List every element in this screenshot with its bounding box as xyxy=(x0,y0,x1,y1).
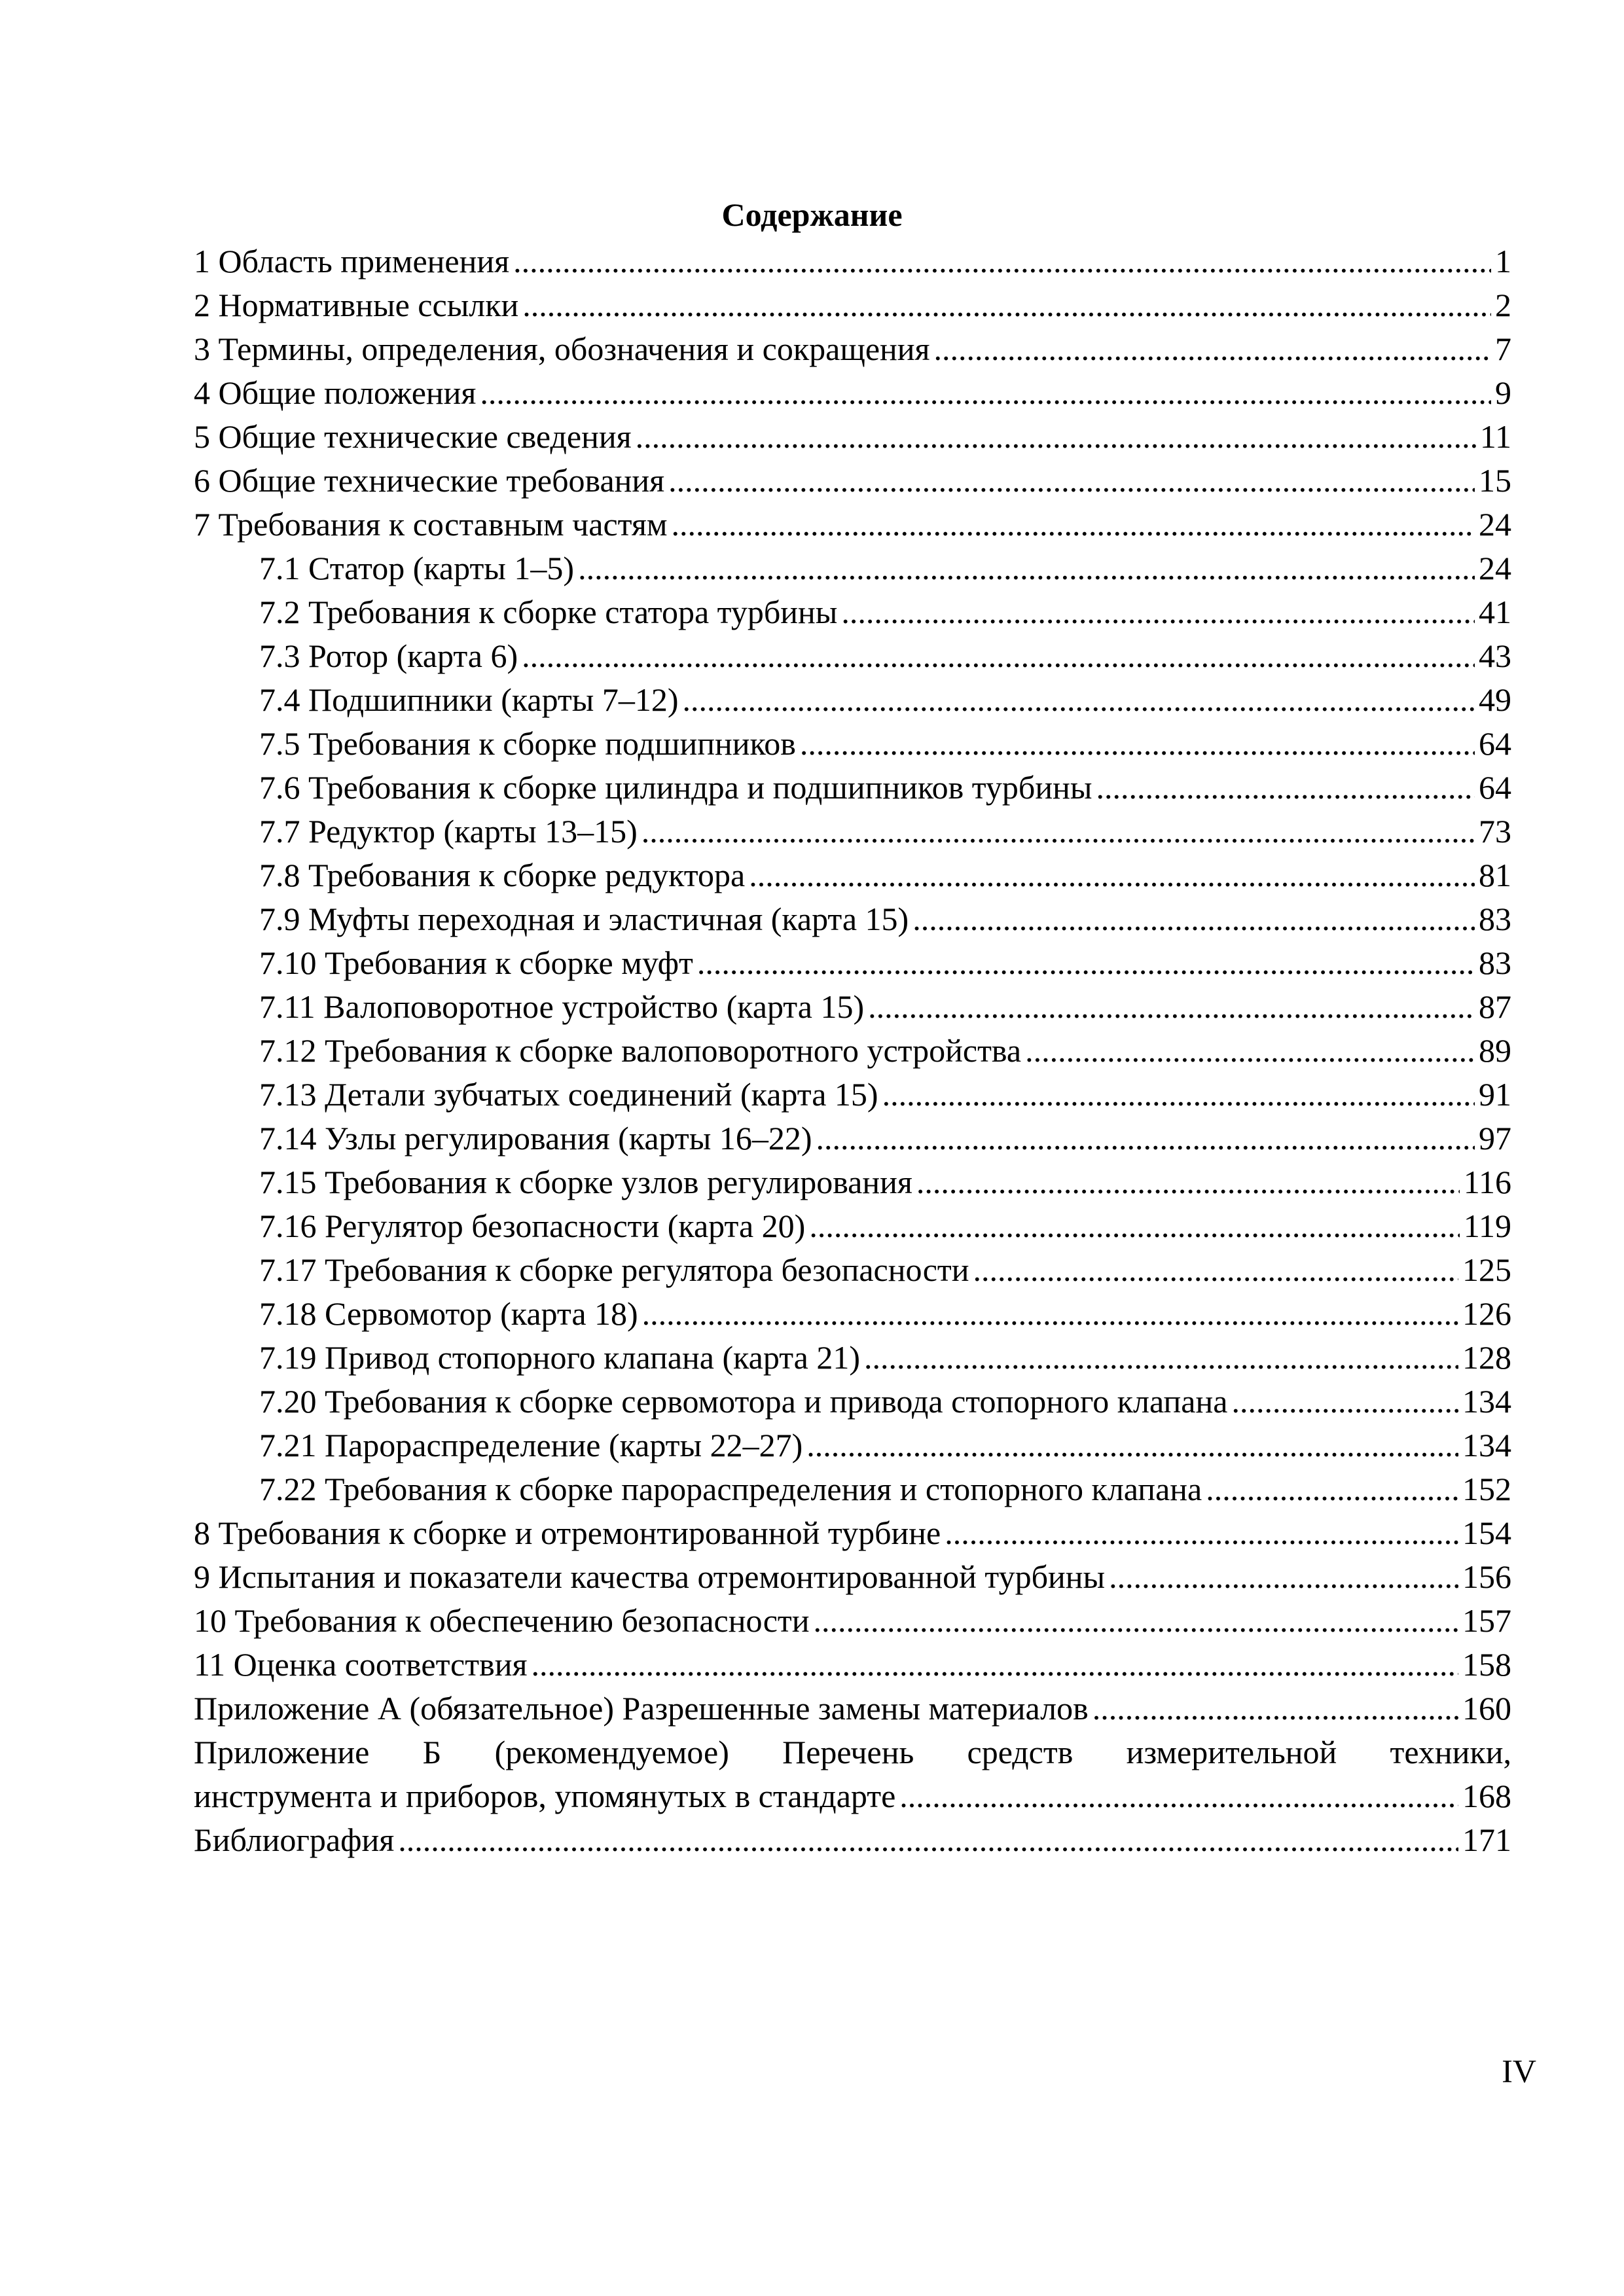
dot-leader xyxy=(841,590,1475,634)
toc-entry-page: 41 xyxy=(1479,594,1511,630)
toc-entry-page: 49 xyxy=(1479,681,1511,718)
toc-entry-page: 11 xyxy=(1479,418,1511,455)
toc-entry-page: 119 xyxy=(1463,1208,1511,1244)
table-of-contents xyxy=(194,240,1511,1862)
toc-entry-title: 7.11 Валоповоротное устройство (карта 15) xyxy=(259,988,865,1025)
toc-entry-title: 11 Оценка соответствия xyxy=(194,1646,528,1683)
toc-entry xyxy=(194,1073,1511,1117)
dot-leader xyxy=(578,547,1475,590)
toc-entry-title: 7.9 Муфты переходная и эластичная (карта 15) xyxy=(259,901,909,937)
toc-entry-title: 9 Испытания и показатели качества отремонтированной турбины xyxy=(194,1558,1106,1595)
toc-entry-title-line2: инструмента и приборов, упомянутых в стандарте xyxy=(194,1778,896,1814)
dot-leader xyxy=(816,1117,1475,1160)
toc-entry xyxy=(194,1643,1511,1687)
toc-entry xyxy=(194,1336,1511,1380)
dot-leader xyxy=(1092,1687,1458,1731)
toc-entry xyxy=(194,1380,1511,1424)
dot-leader xyxy=(800,722,1475,766)
toc-entry-appendix-b xyxy=(194,1731,1511,1818)
dot-leader xyxy=(683,678,1475,722)
toc-entry xyxy=(194,1117,1511,1160)
toc-entry-line2 xyxy=(194,1774,1511,1818)
toc-entry-title: 3 Термины, определения, обозначения и сокращения xyxy=(194,331,930,367)
toc-entry-title: Приложение А (обязательное) Разрешенные замены материалов xyxy=(194,1690,1089,1727)
toc-entry-title: 7.19 Привод стопорного клапана (карта 21) xyxy=(259,1339,860,1376)
dot-leader xyxy=(531,1643,1458,1687)
toc-entry-title: 7.21 Парораспределение (карты 22–27) xyxy=(259,1427,803,1463)
toc-entry-page: 125 xyxy=(1462,1251,1511,1288)
dot-leader xyxy=(1231,1380,1458,1424)
toc-entry-title: 10 Требования к обеспечению безопасности xyxy=(194,1602,810,1639)
dot-leader xyxy=(1096,766,1475,810)
dot-leader xyxy=(868,985,1475,1029)
dot-leader xyxy=(1025,1029,1475,1073)
toc-entry-page: 91 xyxy=(1479,1076,1511,1113)
dot-leader xyxy=(916,1160,1460,1204)
dot-leader xyxy=(641,810,1475,853)
toc-entry-page: 158 xyxy=(1462,1646,1511,1683)
dot-leader xyxy=(522,283,1491,327)
dot-leader xyxy=(1109,1555,1458,1599)
toc-entry-title: 7.13 Детали зубчатых соединений (карта 15) xyxy=(259,1076,878,1113)
toc-entry-page: 64 xyxy=(1479,769,1511,806)
toc-entry xyxy=(194,503,1511,547)
toc-entry-page: 15 xyxy=(1479,462,1511,499)
dot-leader xyxy=(945,1511,1458,1555)
dot-leader xyxy=(882,1073,1475,1117)
dot-leader xyxy=(642,1292,1458,1336)
dot-leader xyxy=(814,1599,1458,1643)
toc-entry xyxy=(194,810,1511,853)
toc-entry-page: 128 xyxy=(1462,1339,1511,1376)
toc-entry-page: 1 xyxy=(1495,243,1511,279)
toc-entry-title: 5 Общие технические сведения xyxy=(194,418,632,455)
dot-leader xyxy=(973,1248,1458,1292)
toc-entry-title: 7.22 Требования к сборке парораспределения и стопорного клапана xyxy=(259,1471,1202,1507)
toc-entry-page: 2 xyxy=(1495,287,1511,323)
toc-entry-page: 157 xyxy=(1462,1602,1511,1639)
toc-entry-title: 7.15 Требования к сборке узлов регулирования xyxy=(259,1164,912,1200)
toc-entry xyxy=(194,1687,1511,1731)
toc-entry-title: 7.3 Ротор (карта 6) xyxy=(259,637,518,674)
toc-entry-page: 154 xyxy=(1462,1515,1511,1551)
toc-entry-title: 7.14 Узлы регулирования (карты 16–22) xyxy=(259,1120,812,1157)
toc-entry xyxy=(194,985,1511,1029)
toc-entry xyxy=(194,766,1511,810)
toc-entry-page: 81 xyxy=(1479,857,1511,893)
toc-entry-title: 6 Общие технические требования xyxy=(194,462,665,499)
toc-entry xyxy=(194,1292,1511,1336)
toc-entry xyxy=(194,459,1511,503)
toc-entry xyxy=(194,1818,1511,1862)
toc-entry-title: 7.18 Сервомотор (карта 18) xyxy=(259,1295,638,1332)
toc-entry-page: 89 xyxy=(1479,1032,1511,1069)
toc-entry-page: 156 xyxy=(1462,1558,1511,1595)
toc-entry xyxy=(194,1029,1511,1073)
toc-entry-page: 171 xyxy=(1462,1821,1511,1858)
toc-entry xyxy=(194,941,1511,985)
toc-entry xyxy=(194,1511,1511,1555)
toc-entry-title: 4 Общие положения xyxy=(194,374,477,411)
toc-entry-title: 7.17 Требования к сборке регулятора безопасности xyxy=(259,1251,969,1288)
toc-entry-page: 168 xyxy=(1462,1778,1511,1814)
toc-entry-title: 7 Требования к составным частям xyxy=(194,506,668,543)
toc-entry-page: 126 xyxy=(1462,1295,1511,1332)
page-number: IV xyxy=(1502,2053,1536,2089)
dot-leader xyxy=(668,459,1475,503)
dot-leader xyxy=(636,415,1476,459)
toc-entry xyxy=(194,678,1511,722)
dot-leader xyxy=(480,371,1491,415)
toc-entry xyxy=(194,1467,1511,1511)
dot-leader xyxy=(912,897,1475,941)
toc-entry xyxy=(194,634,1511,678)
toc-entry-page: 160 xyxy=(1462,1690,1511,1727)
dot-leader xyxy=(697,941,1475,985)
dot-leader xyxy=(899,1774,1458,1818)
toc-entry-page: 73 xyxy=(1479,813,1511,850)
dot-leader xyxy=(809,1204,1460,1248)
toc-entry xyxy=(194,1160,1511,1204)
toc-entry-page: 116 xyxy=(1463,1164,1511,1200)
toc-entry xyxy=(194,1599,1511,1643)
toc-entry-page: 83 xyxy=(1479,901,1511,937)
toc-entry-title: 7.8 Требования к сборке редуктора xyxy=(259,857,746,893)
toc-entry xyxy=(194,1424,1511,1467)
dot-leader xyxy=(749,853,1475,897)
toc-entry-page: 134 xyxy=(1462,1427,1511,1463)
toc-entry xyxy=(194,722,1511,766)
toc-entry-page: 7 xyxy=(1495,331,1511,367)
toc-entry-title: 7.4 Подшипники (карты 7–12) xyxy=(259,681,679,718)
dot-leader xyxy=(513,240,1491,283)
toc-entry xyxy=(194,371,1511,415)
dot-leader xyxy=(398,1818,1458,1862)
dot-leader xyxy=(522,634,1475,678)
toc-entry-page: 43 xyxy=(1479,637,1511,674)
toc-entry-title: 7.12 Требования к сборке валоповоротного устройства xyxy=(259,1032,1022,1069)
toc-entry xyxy=(194,547,1511,590)
toc-entry-page: 152 xyxy=(1462,1471,1511,1507)
toc-entry-page: 64 xyxy=(1479,725,1511,762)
toc-entry-title: 7.7 Редуктор (карты 13–15) xyxy=(259,813,638,850)
toc-entry-page: 97 xyxy=(1479,1120,1511,1157)
toc-entry-title-line1: Приложение Б (рекомендуемое) Перечень средств измерительной техники, xyxy=(194,1734,1511,1770)
toc-entry xyxy=(194,1248,1511,1292)
toc-entry-page: 134 xyxy=(1462,1383,1511,1420)
toc-entry-title: 8 Требования к сборке и отремонтированной турбине xyxy=(194,1515,941,1551)
toc-entry xyxy=(194,415,1511,459)
toc-entry xyxy=(194,590,1511,634)
toc-entry-title: 7.6 Требования к сборке цилиндра и подшипников турбины xyxy=(259,769,1092,806)
toc-entry-page: 83 xyxy=(1479,944,1511,981)
toc-title: Содержание xyxy=(721,196,903,233)
toc-entry xyxy=(194,1555,1511,1599)
toc-entry-title: 1 Область применения xyxy=(194,243,510,279)
toc-entry-title: 7.16 Регулятор безопасности (карта 20) xyxy=(259,1208,806,1244)
toc-entry-title: 7.20 Требования к сборке сервомотора и привода стопорного клапана xyxy=(259,1383,1228,1420)
toc-entry xyxy=(194,327,1511,371)
toc-entry xyxy=(194,283,1511,327)
toc-entry-title: 7.5 Требования к сборке подшипников xyxy=(259,725,796,762)
dot-leader xyxy=(671,503,1475,547)
toc-entry xyxy=(194,1204,1511,1248)
toc-entry xyxy=(194,897,1511,941)
dot-leader xyxy=(864,1336,1458,1380)
toc-entry-title: 2 Нормативные ссылки xyxy=(194,287,519,323)
toc-entry xyxy=(194,853,1511,897)
toc-entry-page: 87 xyxy=(1479,988,1511,1025)
toc-entry xyxy=(194,240,1511,283)
toc-entry-page: 24 xyxy=(1479,550,1511,586)
toc-entry-title: 7.10 Требования к сборке муфт xyxy=(259,944,693,981)
toc-entry-title: 7.2 Требования к сборке статора турбины xyxy=(259,594,838,630)
dot-leader xyxy=(1206,1467,1458,1511)
toc-entry-title: Библиография xyxy=(194,1821,395,1858)
toc-entry-title: 7.1 Статор (карты 1–5) xyxy=(259,550,575,586)
toc-entry-page: 24 xyxy=(1479,506,1511,543)
toc-entry-page: 9 xyxy=(1495,374,1511,411)
dot-leader xyxy=(806,1424,1458,1467)
dot-leader xyxy=(934,327,1491,371)
